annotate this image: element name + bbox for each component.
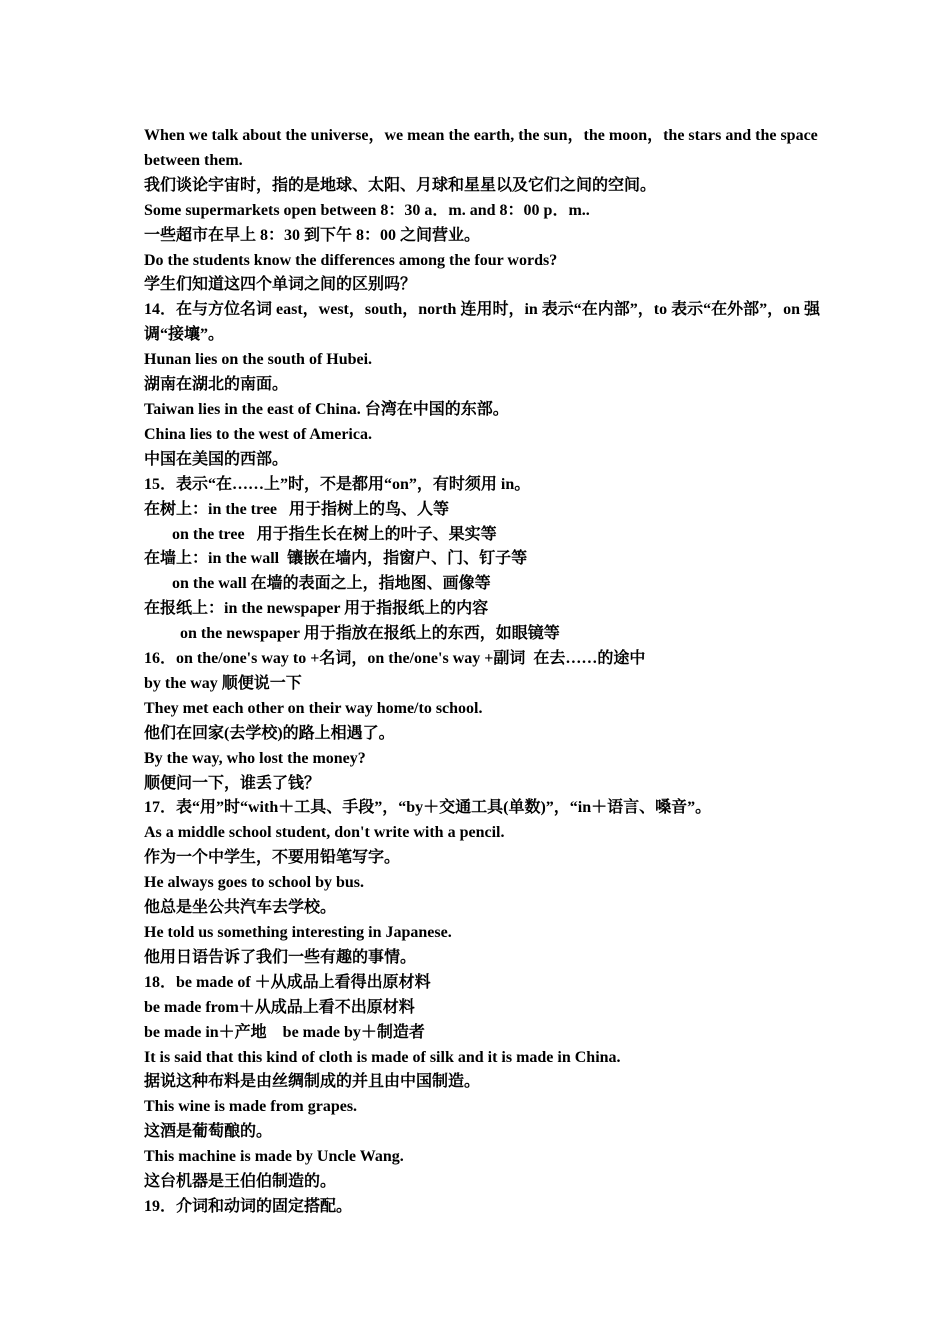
- text-line: 作为一个中学生，不要用铅笔写字。: [144, 849, 401, 867]
- section-heading-18: 18．be made of ＋从成品上看得出原材料: [144, 973, 431, 991]
- text-line: by the way 顺便说一下: [144, 674, 302, 692]
- text-line: 在墙上：in the wall 镶嵌在墙内，指窗户、门、钉子等: [144, 550, 528, 568]
- document-body: [144, 124, 824, 1220]
- text-line: 湖南在湖北的南面。: [144, 376, 289, 394]
- text-line: 他用日语告诉了我们一些有趣的事情。: [144, 948, 417, 966]
- text-line: Hunan lies on the south of Hubei.: [144, 351, 373, 369]
- text-line: Do the students know the differences among the four words?: [144, 251, 558, 269]
- text-line: 在树上：in the tree 用于指树上的鸟、人等: [144, 500, 450, 518]
- text-line: 顺便问一下，谁丢了钱？: [144, 774, 321, 792]
- section-heading-15: 15．表示“在……上”时，不是都用“on”，有时须用 in。: [144, 475, 531, 493]
- text-line: 一些超市在早上 8：30 到下午 8：00 之间营业。: [144, 226, 481, 244]
- text-line: 据说这种布料是由丝绸制成的并且由中国制造。: [144, 1073, 481, 1091]
- text-line: on the newspaper 用于指放在报纸上的东西，如眼镜等: [144, 625, 560, 643]
- text-line: 他们在回家(去学校)的路上相遇了。: [144, 724, 395, 742]
- section-heading-19: 19．介词和动词的固定搭配。: [144, 1197, 353, 1215]
- text-line: 这酒是葡萄酿的。: [144, 1123, 273, 1141]
- text-line: 学生们知道这四个单词之间的区别吗？: [144, 276, 417, 294]
- text-line: China lies to the west of America.: [144, 425, 372, 443]
- text-line: He told us something interesting in Japanese.: [144, 924, 452, 941]
- section-heading-14: 14．在与方位名词 east，west，south，north 连用时，in 表示“在内部”，to 表示“在外部”，on 强调“接壤”。: [144, 301, 821, 344]
- text-line: be made in＋产地 be made by＋制造者: [144, 1023, 425, 1041]
- text-line: 我们谈论宇宙时，指的是地球、太阳、月球和星星以及它们之间的空间。: [144, 176, 657, 194]
- text-line: They met each other on their way home/to school.: [144, 699, 483, 717]
- text-line: be made from＋从成品上看不出原材料: [144, 998, 415, 1016]
- text-line: It is said that this kind of cloth is made of silk and it is made in China.: [144, 1048, 621, 1066]
- text-line: on the wall 在墙的表面之上，指地图、画像等: [144, 575, 491, 593]
- text-line: He always goes to school by bus.: [144, 874, 365, 892]
- text-line: 这台机器是王伯伯制造的。: [144, 1173, 337, 1191]
- text-line: Taiwan lies in the east of China. 台湾在中国的东部。: [144, 400, 509, 418]
- text-line: 在报纸上：in the newspaper 用于指报纸上的内容: [144, 600, 489, 618]
- text-line: This wine is made from grapes.: [144, 1098, 358, 1116]
- text-line: 中国在美国的西部。: [144, 450, 289, 468]
- section-heading-17: 17．表“用”时“with＋工具、手段”，“by＋交通工具(单数)”，“in＋语言、嗓音”。: [144, 799, 712, 817]
- text-line: As a middle school student, don't write with a pencil.: [144, 824, 505, 842]
- text-line: 他总是坐公共汽车去学校。: [144, 899, 337, 917]
- text-line: This machine is made by Uncle Wang.: [144, 1148, 404, 1166]
- text-line: on the tree 用于指生长在树上的叶子、果实等: [144, 525, 497, 543]
- text-line: When we talk about the universe，we mean the earth, the sun，the moon，the stars and the space between them.: [144, 127, 818, 169]
- section-heading-16: 16．on the/one's way to +名词，on the/one's way +副词 在去……的途中: [144, 650, 646, 668]
- text-line: By the way, who lost the money?: [144, 749, 366, 767]
- text-line: Some supermarkets open between 8：30 a．m. and 8：00 p．m..: [144, 201, 590, 219]
